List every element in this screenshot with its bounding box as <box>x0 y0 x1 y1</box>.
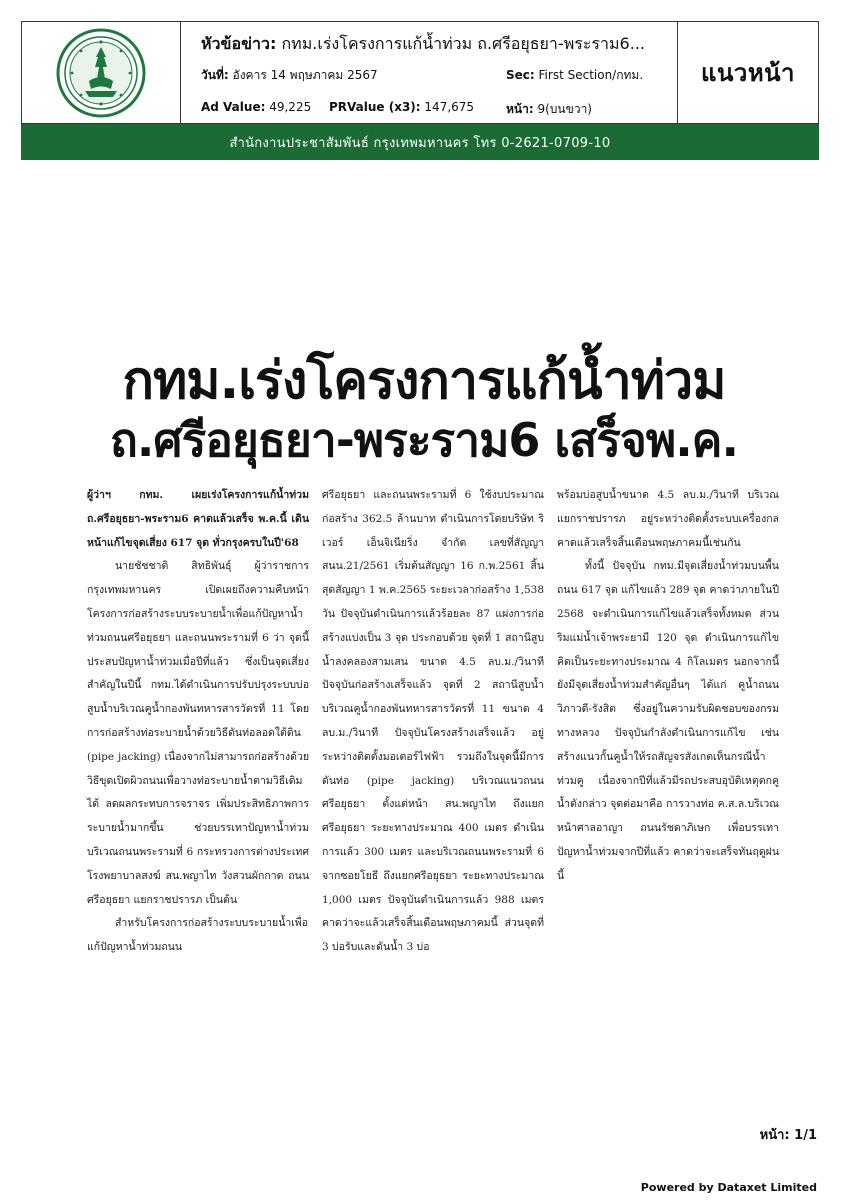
article-paragraph-2: สำหรับโครงการก่อสร้างระบบระบายน้ำเพื่อแก้ปัญหาน้ำท่วมถนน <box>87 917 309 954</box>
clipping-header <box>21 21 819 124</box>
article-paragraph-4: พร้อมบ่อสูบน้ำขนาด 4.5 ลบ.ม./วินาที บริเวณแยกราชปรารภ อยู่ระหว่างติดตั้งระบบเครื่องกล คาดแล้วเสร็จสิ้นเดือนพฤษภาคมนี้เช่นกัน <box>557 489 779 549</box>
article-paragraph-1: นายชัชชาติ สิทธิพันธุ์ ผู้ว่าราชการกรุงเทพมหานคร เปิดเผยถึงความคืบหน้าโครงการก่อสร้างระบบระบายน้ำเพื่อแก้ปัญหาน้ำท่วมถนนศรีอยุธยา และถนนพระรามที่ 6 ว่า จุดนี้ประสบปัญหาน้ำท่วมเมื่อปีที่แล้ว ซึ่งเป็นจุดเสี่ยงสำคัญในปีนี้ กทม.ได้ดำเนินการปรับปรุงระบบบ่อสูบน้ำบริเวณคูน้ำกองพันทหารสารวัตรที่ 11 โดยการก่อสร้างท่อระบายน้ำด้วยวิธีดันท่อลอดใต้ดิน (pipe jacking) เนื่องจากไม่สามารถก่อสร้างด้วยวิธีขุดเปิดผิวถนนเพื่อวางท่อระบายน้ำตามวิธีเดิมได้ ลดผลกระทบการจราจร เพิ่มประสิทธิภาพการระบายน้ำมากขึ้น ช่วยบรรเทาปัญหาน้ำท่วมบริเวณถนนพระรามที่ 6 กระทรวงการต่างประเทศ โรงพยาบาลสงฆ์ สน.พญาไท วังสวนผักกาด ถนนศรีอยุธยา แยกราชปรารภ เป็นต้น <box>87 560 309 906</box>
article-column-2 <box>322 484 544 960</box>
bma-seal-logo <box>55 27 147 119</box>
date-label: วันที่: <box>201 68 229 82</box>
news-title-row <box>201 32 665 57</box>
pr-value-label: PRValue (x3): <box>329 100 421 114</box>
value-row <box>201 100 665 119</box>
logo-cell <box>22 22 181 123</box>
contact-bar: สำนักงานประชาสัมพันธ์ กรุงเทพมหานคร โทร 0-2621-0709-10 <box>21 124 819 160</box>
section-value: First Section/กทม. <box>538 68 644 82</box>
clipping-info <box>181 22 678 123</box>
page-number: หน้า: 1/1 <box>759 1128 817 1143</box>
page-label: หน้า: <box>506 102 534 116</box>
article-lead: ผู้ว่าฯ กทม. เผยเร่งโครงการแก้น้ำท่วม ถ.ศรีอยุธยา-พระราม6 คาดแล้วเสร็จ พ.ค.นี้ เดินหน้าแก้ไขจุดเสี่ยง 617 จุด ทั่วกรุงครบในปี'68 <box>87 489 309 549</box>
date-value: อังคาร 14 พฤษภาคม 2567 <box>232 68 378 82</box>
ad-value-label: Ad Value: <box>201 100 266 114</box>
article-paragraph-3: ศรีอยุธยา และถนนพระรามที่ 6 ใช้งบประมาณก่อสร้าง 362.5 ล้านบาท ดำเนินการโดยบริษัท ริเวอร์ เอ็นจิเนียริ่ง จำกัด เลขที่สัญญา สนน.21/2561 เริ่มต้นสัญญา 16 ก.พ.2561 สิ้นสุดสัญญา 1 พ.ค.2565 ระยะเวลาก่อสร้าง 1,538 วัน ปัจจุบันดำเนินการแล้วร้อยละ 87 แผ่งการก่อสร้างแบ่งเป็น 3 จุด ประกอบด้วย จุดที่ 1 สถานีสูบน้ำลงคลองสามเสน ขนาด 4.5 ลบ.ม./วินาที ปัจจุบันก่อสร้างเสร็จแล้ว จุดที่ 2 สถานีสูบน้ำบริเวณคูน้ำกองพันทหารสารวัตรที่ 11 ขนาด 4 ลบ.ม./วินาที ปัจจุบันโครงสร้างเสร็จแล้ว อยู่ระหว่างติดตั้งมอเตอร์ไฟฟ้า รวมถึงในจุดนี้มีการดันท่อ (pipe jacking) บริเวณแนวถนนศรีอยุธยา ตั้งแต่หน้า สน.พญาไท ถึงแยกศรีอยุธยา ระยะทางประมาณ 400 เมตร ดำเนินการแล้ว 300 เมตร และบริเวณถนนพระรามที่ 6 จากซอยโยธี ถึงแยกศรีอยุธยา ระยะทางประมาณ 1,000 เมตร ปัจจุบันดำเนินการแล้ว 988 เมตร คาดว่าจะแล้วเสร็จสิ้นเดือนพฤษภาคมนี้ ส่วนจุดที่ 3 บ่อรับและดันน้ำ 3 บ่อ <box>322 489 544 954</box>
article-paragraph-5: ทั้งนี้ ปัจจุบัน กทม.มีจุดเสี่ยงน้ำท่วมบนพื้นถนน 617 จุด แก้ไขแล้ว 289 จุด คาดว่าภายในปี 2568 จะดำเนินการแก้ไขแล้วเสร็จทั้งหมด ส่วนริมแม่น้ำเจ้าพระยามี 120 จุด ดำเนินการแก้ไขคิดเป็นระยะทางประมาณ 4 กิโลเมตร นอกจากนี้ ยังมีจุดเสี่ยงน้ำท่วมสำคัญอื่นๆ ได้แก่ คูน้ำถนนวิภาวดี-รังสิต ซึ่งอยู่ในความรับผิดชอบของกรมทางหลวง ปัจจุบันกำลังดำเนินการแก้ไข เช่น สร้างแนวกั้นคูน้ำให้รถสัญจรสังเกตเห็นกรณีน้ำท่วมคู เนื่องจากปีที่แล้วมีรถประสบอุบัติเหตุตกคูน้ำดังกล่าว จุดต่อมาคือ การวางท่อ ค.ส.ล.บริเวณหน้าศาลอาญา ถนนรัชดาภิเษก เพื่อบรรเทาปัญหาน้ำท่วมจากปีที่แล้ว คาดว่าจะเสร็จทันฤดูฝนนี้ <box>557 560 779 882</box>
pr-value: 147,675 <box>424 100 475 114</box>
date-row <box>201 66 665 85</box>
news-title-value: กทม.เร่งโครงการแก้น้ำท่วม ถ.ศรีอยุธยา-พระราม6... <box>281 34 645 53</box>
news-title-label: หัวข้อข่าว: <box>201 34 277 53</box>
ad-value: 49,225 <box>269 100 312 114</box>
section-label: Sec: <box>506 68 535 82</box>
powered-by: Powered by Dataxet Limited <box>640 1181 817 1194</box>
headline-line-2: ถ.ศรีอยุธยา-พระราม6 เสร็จพ.ค. <box>110 413 738 467</box>
headline-line-1: กทม.เร่งโครงการแก้น้ำท่วม <box>122 351 726 411</box>
page-value: 9(บนขวา) <box>537 102 592 116</box>
article-column-3 <box>557 484 779 889</box>
newspaper-name: แนวหน้า <box>700 59 796 87</box>
article-column-1 <box>87 484 309 960</box>
